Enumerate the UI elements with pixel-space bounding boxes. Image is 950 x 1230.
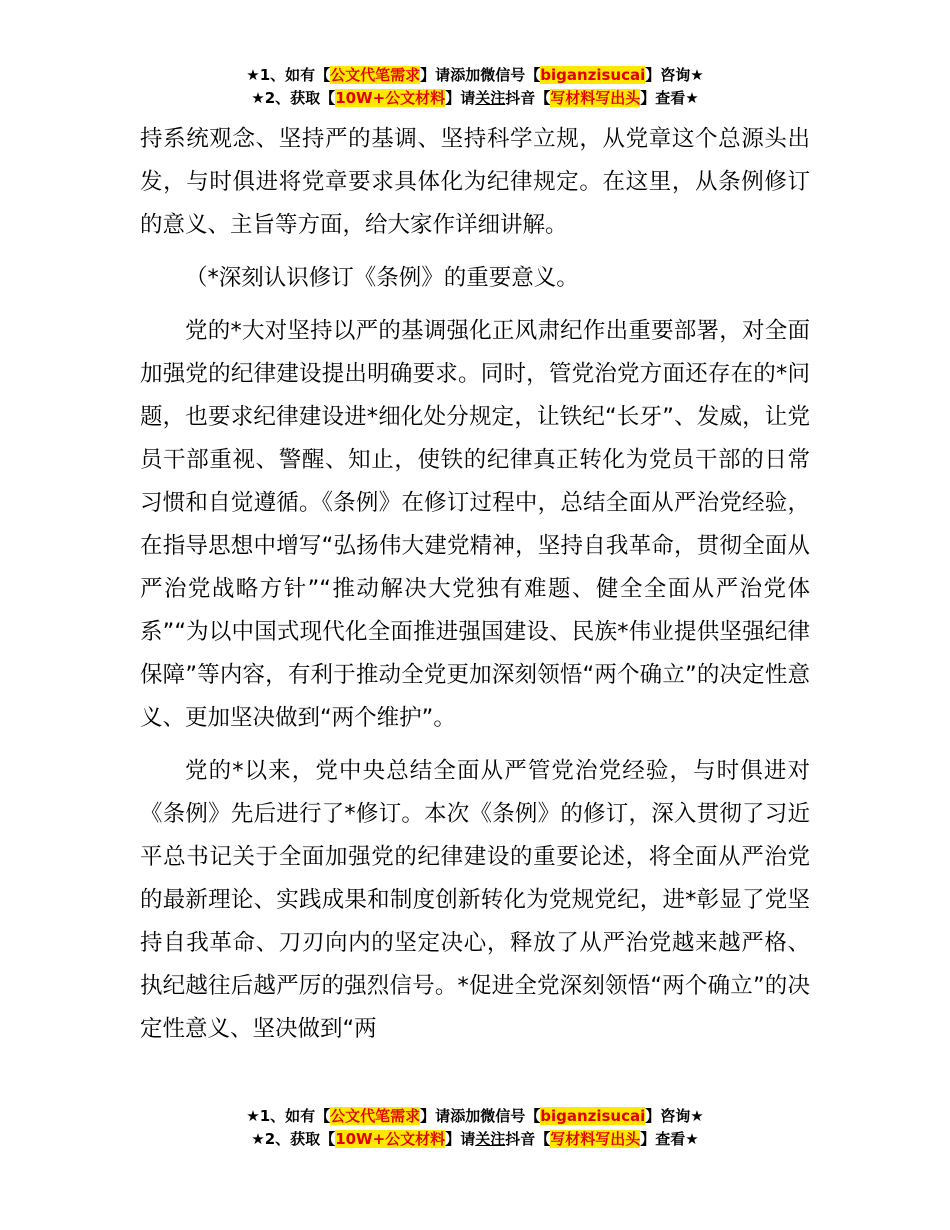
banner-text: 】请 [445,89,476,107]
banner-highlight: 写材料写出头 [550,89,641,107]
document-body [140,118,810,1051]
banner-text: 添加 [450,1107,481,1125]
banner-text: ★1、如有【 [246,1107,331,1125]
banner-text: 】请 [420,66,451,84]
banner-line-1 [0,64,950,87]
banner-line-2 [0,1128,950,1151]
banner-text: 】咨询★ [645,1107,704,1125]
banner-text: ★1、如有【 [246,66,331,84]
banner-line-2 [0,87,950,110]
banner-underlined: 关注 [475,89,506,107]
banner-text: 抖音【 [505,89,551,107]
banner-text: ★2、获取【 [251,1130,336,1148]
paragraph: 持系统观念、坚持严的基调、坚持科学立规，从党章这个总源头出发，与时俱进将党章要求具体化为纪律规定。在这里，从条例修订的意义、主旨等方面，给大家作详细讲解。 [140,126,810,238]
section-heading: （*深刻认识修订《条例》的重要意义。 [185,265,579,291]
banner-underlined: 关注 [475,1130,506,1148]
banner-text: 微信号【 [480,1107,541,1125]
paragraph: 党的*以来，党中央总结全面从严管党治党经验，与时俱进对《条例》先后进行了*修订。本次《条例》的修订，深入贯彻了习近平总书记关于全面加强党的纪律建设的重要论述，将全面从严治党的最新理论、实践成果和制度创新转化为党规党纪，进*彰显了党坚持自我革命、刀刃向内的坚定决心，释放了从严治党越来越严格、执纪越往后越严厉的强烈信号。*促进全党深刻领悟“两个确立”的决定性意义、坚决做到“两 [140,758,810,1042]
banner-text: 】请 [420,1107,451,1125]
footer-banner [0,1105,950,1151]
banner-text: 微信号【 [480,66,541,84]
banner-text: 】查看★ [640,89,699,107]
banner-highlight: 写材料写出头 [550,1130,641,1148]
banner-highlight: biganzisucai [540,1107,646,1125]
banner-text: 】查看★ [640,1130,699,1148]
banner-line-1 [0,1105,950,1128]
banner-text: ★2、获取【 [251,89,336,107]
banner-text: 添加 [450,66,481,84]
banner-highlight: biganzisucai [540,66,646,84]
banner-highlight: 10W+公文材料 [335,1130,446,1148]
banner-text: 抖音【 [505,1130,551,1148]
banner-highlight: 10W+公文材料 [335,89,446,107]
banner-text: 】咨询★ [645,66,704,84]
banner-highlight: 公文代笔需求 [330,1107,421,1125]
header-banner [0,64,950,110]
banner-highlight: 公文代笔需求 [330,66,421,84]
paragraph: 党的*大对坚持以严的基调强化正风肃纪作出重要部署，对全面加强党的纪律建设提出明确要求。同时，管党治党方面还存在的*问题，也要求纪律建设进*细化处分规定，让铁纪“长牙”、发威，让党员干部重视、警醒、知止，使铁的纪律真正转化为党员干部的日常习惯和自觉遵循。《条例》在修订过程中，总结全面从严治党经验，在指导思想中增写“弘扬伟大建党精神，坚持自我革命，贯彻全面从严治党战略方针”“推动解决大党独有难题、健全全面从严治党体系”“为以中国式现代化全面推进强国建设、民族*伟业提供坚强纪律保障”等内容，有利于推动全党更加深刻领悟“两个确立”的决定性意义、更加坚决做到“两个维护”。 [140,318,810,731]
banner-text: 】请 [445,1130,476,1148]
